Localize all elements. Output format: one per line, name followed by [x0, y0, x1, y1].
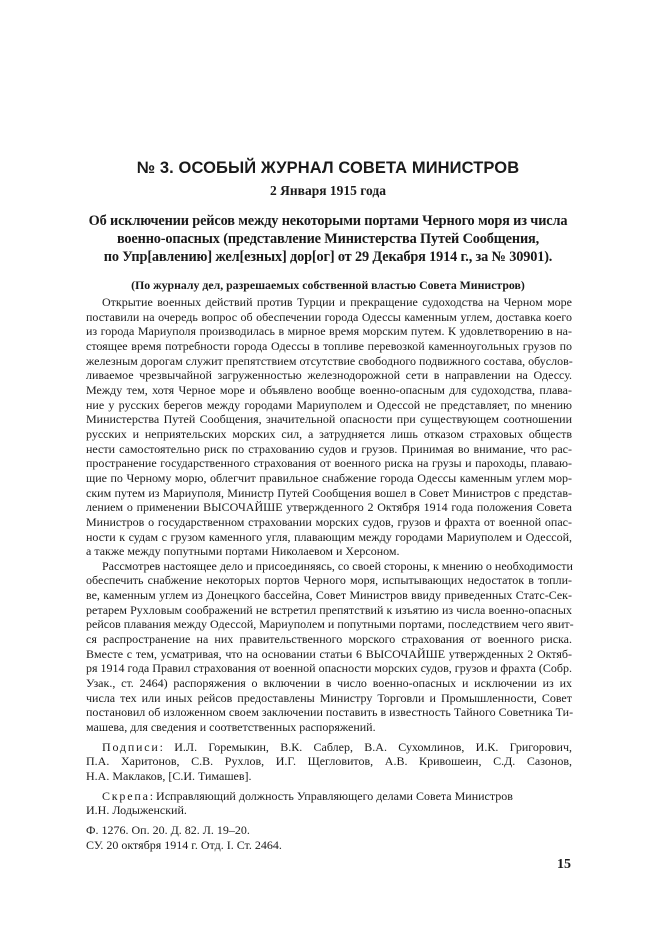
document-date: 2 Января 1915 года: [270, 183, 386, 198]
countersign-line-2: И.Н. Лодыженский.: [86, 803, 187, 818]
text-line: нести самостоятельно риск по страхованию судов и грузов. Принимая во внимание, что рас-: [86, 441, 572, 456]
text-line: лением о применении ВЫСОЧАЙШЕ утвержденного 2 Октября 1914 года положения Совета: [86, 500, 572, 515]
page-number: 15: [557, 857, 571, 872]
document-header: [86, 158, 570, 293]
text-line: русских и неприятельских морских сил, а затрудняется лишь отказом страховых обществ: [86, 426, 572, 441]
document-subject: [86, 212, 570, 266]
subject-line: Об исключении рейсов между некоторыми портами Черного моря из числа: [88, 213, 568, 229]
countersign-label: Скрепа: [102, 788, 150, 803]
text-line: числа тех или иных рейсов предоставлены Министру Торговли и Промышленности, Совет: [86, 690, 572, 705]
text-line: Министерства Путей Сообщения, значительной опасности при существующем соотношении: [86, 412, 572, 427]
text-line: ливаемое чрезвычайной загруженностью железнодорожной сети в направлении на Одессу.: [86, 368, 572, 383]
paragraph-2: [86, 559, 572, 735]
text-line: стоящее время потребности города Одессы в топливе перевозкой каменноугольных грузов по: [86, 338, 572, 353]
signatures-label: Подписи: [102, 739, 160, 754]
text-line: рейсов плавания между Одессой, Мариуполем и попутными портами, последствием чего явит-: [86, 617, 574, 632]
text-line: ние у русских берегов между городами Мариуполем и Одессой не представляет, по мнению: [86, 397, 572, 412]
text-line: ве, каменным углем из Донецкого бассейна, Совет Министров ввиду приведенных Статс-Сек-: [86, 588, 572, 603]
text-line: ности к судам с грузом каменного угля, плавающим между городами Мариуполем и Одессой,: [86, 529, 572, 544]
text-line: постановил об изложенном своем заключении поставить в известность Тайного Советника Ти-: [86, 705, 574, 720]
text-line: Министров о государственном страховании морских судов, грузов и фрахта от военной опас-: [86, 514, 572, 529]
text-line: обеспечить снабжение некоторых портов Черного моря, испытывающих недостаток в топли-: [86, 573, 572, 588]
signatures-line-2: П.А. Харитонов, С.В. Рухлов, И.Г. Щегловитов, А.В. Кривошеин, С.Д. Сазонов,: [86, 754, 572, 769]
archival-sources: [86, 823, 572, 852]
text-line: Узак., ст. 2464) распоряжения о включении в число военно-опасных и исключении из их: [86, 676, 572, 691]
countersign: [86, 789, 572, 818]
text-line: Вместе с тем, усматривая, что на основании статьи 6 ВЫСОЧАЙШЕ утвержденных 2 Октяб-: [86, 646, 572, 661]
text-line: Открытие военных действий против Турции и прекращение судоходства на Черном море: [102, 295, 572, 309]
text-line: ря 1914 года Правил страхования от военной опасности морских судов, грузов и фрахта (Собр.: [86, 661, 572, 676]
text-line: пространение государственного страхования от военного риска на грузы и пароходы, плаваю-: [86, 456, 572, 471]
text-line: ретарем Рухловым соображений не встретил препятствий к изъятию из числа военно-опасных: [86, 602, 572, 617]
text-line: ским путем из Мариуполя, Министр Путей Сообщения вошел в Совет Министров с представ-: [86, 485, 572, 500]
journal-note: (По журналу дел, разрешаемых собственной властью Совета Министров): [131, 278, 525, 292]
countersign-text: : Исправляющий должность Управляющего делами Совета Министров: [149, 788, 513, 803]
signatures: [86, 740, 572, 784]
source-line: СУ. 20 октября 1914 г. Отд. I. Ст. 2464.: [86, 837, 282, 852]
signatures-names: : И.Л. Горемыкин, В.К. Саблер, В.А. Сухомлинов, И.К. Григорович,: [159, 739, 572, 754]
text-line: поставили на очередь вопрос об обеспечении города Одессы каменным углем, доставка коего: [86, 309, 572, 324]
text-line: ся распространение на них правительственного морского страхования от военного риска.: [86, 632, 572, 647]
document-title: № 3. ОСОБЫЙ ЖУРНАЛ СОВЕТА МИНИСТРОВ: [136, 159, 520, 177]
subject-line: военно-опасных (представление Министерства Путей Сообщения,: [116, 231, 540, 247]
text-line: щие по Черному морю, облегчит правильное снабжение города Одессы каменным углем мор-: [86, 470, 572, 485]
source-line: Ф. 1276. Оп. 20. Д. 82. Л. 19–20.: [86, 822, 250, 837]
text-line: из города Мариуполя производилась в мирное время морским путем. К удовлетворению в на-: [86, 324, 572, 339]
signatures-line-3: Н.А. Маклаков, [С.И. Тимашев].: [86, 769, 252, 783]
countersign-line-1: [86, 789, 572, 804]
text-line: Между тем, хотя Черное море и объявлено вообще военно-опасным для судоходства, плава-: [86, 382, 572, 397]
paragraph-1: [86, 295, 572, 559]
text-line: Рассмотрев настоящее дело и присоединяясь, со своей стороны, к мнению о необходимости: [102, 558, 573, 573]
document-body: [86, 295, 572, 852]
subject-line: по Упр[авлению] жел[езных] дор[ог] от 29 Декабря 1914 г., за № 30901).: [103, 249, 553, 265]
text-line: машева, для сведения и соответственных распоряжений.: [86, 720, 376, 735]
signatures-line-1: [86, 740, 572, 755]
text-line: железным дорогам служит препятствием отсутствие свободного подвижного состава, обуслов-: [86, 353, 573, 368]
text-line: а также между попутными портами Николаевом и Херсоном.: [86, 544, 400, 559]
